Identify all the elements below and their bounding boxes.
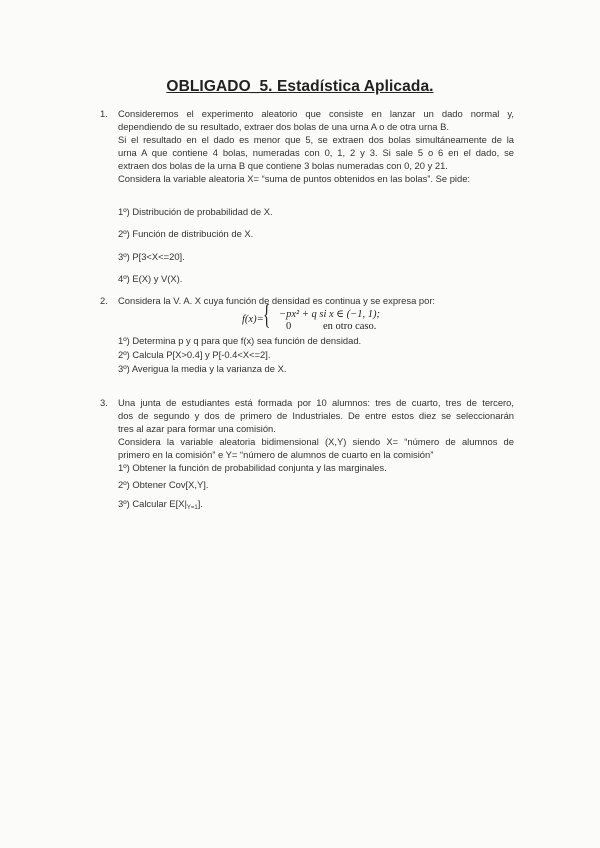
q3-line: 1º) Obtener la función de probabilidad conjunta y las marginales. [118,462,387,473]
q1-item: 3º) P[3<X<=20]. [118,251,185,262]
q1-item: 2º) Función de distribución de X. [118,228,254,239]
question-3-text [118,396,514,515]
question-1-text [118,107,514,185]
question-3-number: 3. [100,397,108,408]
question-2-number: 2. [100,295,108,306]
q1-line: extraen dos bolas de la urna B que contiene 3 bolas numeradas con 0, 20 y 21. [118,160,448,171]
q1-line: Si el resultado en el dado es menor que 5, se extraen dos bolas simultáneamente de la [118,134,514,145]
q1-line: Consideremos el experimento aleatorio que consiste en lanzar un dado normal y, [118,108,514,119]
question-1-number: 1. [100,108,108,119]
q2-item: 2º) Calcula P[X>0.4] y P[-0.4<X<=2]. [118,349,271,360]
q3-item-3-prefix: 3º) Calcular E[X| [118,498,187,509]
page-title: OBLIGADO_5. Estadística Aplicada. [166,78,434,95]
formula-label: f(x)= [242,314,264,325]
q3-line: primero en la comisión” e Y= “número de alumnos de cuarto en la comisión” [118,449,434,460]
formula-row-1: −px² + q si x ∈ (−1, 1); [279,309,380,320]
q1-line: Considera la variable aleatoria X= “suma de puntos obtenidos en las bolas”. Se pide: [118,173,471,184]
q2-item: 1º) Determina p y q para que f(x) sea función de densidad. [118,335,362,346]
q1-line: urna A que contiene 4 bolas, numeradas con 0, 1, 2 y 3. Si sale 5 o 6 en el dado, se [118,147,514,158]
q3-line: dos de segundo y dos de primero de Industriales. De entre estos diez se seleccionarán [118,410,514,421]
q3-item-3 [118,497,514,515]
q1-item: 4º) E(X) y V(X). [118,273,183,284]
brace-icon: { [263,300,271,331]
formula-row-2-value: 0 [286,321,292,332]
q1-line: dependiendo de su resultado, extraer dos bolas de una urna A o de otra urna B. [118,121,449,132]
q2-item: 3º) Averigua la media y la varianza de X. [118,363,287,374]
q3-item-3-subscript: Y=1 [186,505,198,511]
formula-row-2-condition: en otro caso. [323,321,377,332]
q3-line: 2º) Obtener Cov[X,Y]. [118,479,209,490]
q3-line: Una junta de estudiantes está formada por 10 alumnos: tres de cuarto, tres de tercero, [118,397,514,408]
q1-item: 1º) Distribución de probabilidad de X. [118,206,273,217]
q3-item-3-suffix: ]. [197,498,203,509]
question-2-intro: Considera la V. A. X cuya función de densidad es continua y se expresa por: [118,295,436,306]
q3-line: tres al azar para formar una comisión. [118,423,276,434]
q3-line: Considera la variable aleatoria bidimensional (X,Y) siendo X= “número de alumnos de [118,436,514,447]
